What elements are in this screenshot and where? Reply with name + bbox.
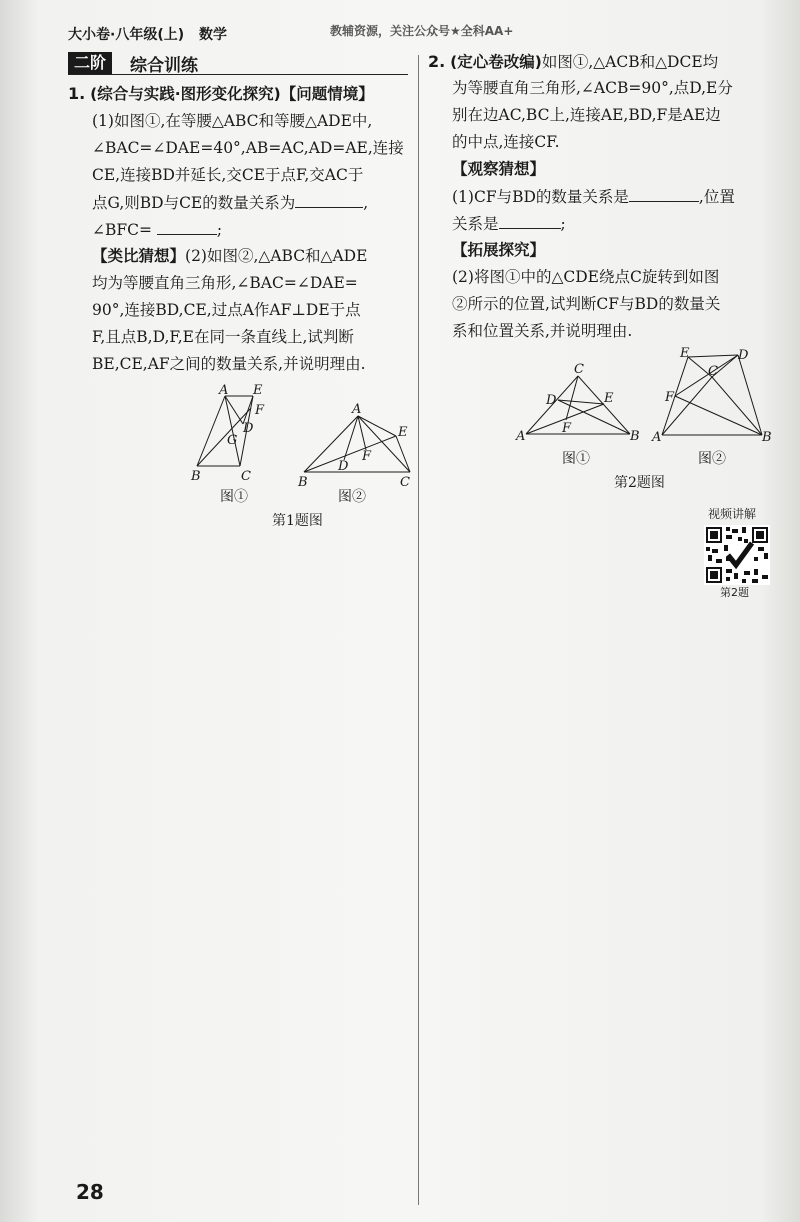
answer-blank[interactable]	[499, 210, 561, 229]
q2-fig1-caption: 图①	[562, 451, 590, 467]
q1-figure-1	[185, 380, 285, 490]
q1-fig2-caption: 图②	[338, 489, 366, 505]
segment-fd	[675, 355, 738, 396]
label-d: D	[546, 393, 557, 408]
q2-line: ②所示的位置,试判断CF与BD的数量关	[452, 295, 721, 313]
q2-number: 2.	[428, 52, 446, 71]
segment-ce	[396, 436, 410, 472]
segment-db	[738, 355, 762, 435]
answer-blank[interactable]	[295, 189, 363, 208]
qr-sub-label: 第2题	[720, 586, 749, 599]
label-f: F	[562, 421, 572, 436]
extend-tag: 【拓展探究】	[452, 241, 546, 259]
label-g: G	[227, 433, 238, 448]
q2-figure-2	[646, 345, 776, 450]
q1-line-text: 点G,则BD与CE的数量关系为	[92, 194, 296, 212]
q2-figure-caption: 第2题图	[614, 475, 665, 491]
q1-number: 1.	[68, 84, 86, 103]
label-e: E	[253, 383, 263, 398]
segment-fb	[675, 396, 762, 435]
label-c: C	[400, 475, 410, 490]
segment-ab	[304, 416, 358, 472]
q1-line: (1)如图①,在等腰△ABC和等腰△ADE中,	[92, 112, 373, 130]
label-b: B	[191, 469, 201, 484]
q1-fig1-caption: 图①	[220, 489, 248, 505]
q2-extend-tag	[452, 237, 545, 264]
q2-line-text: ,位置	[698, 188, 735, 206]
label-f: F	[665, 390, 675, 405]
label-b: B	[630, 429, 640, 444]
label-c: C	[708, 364, 718, 379]
qr-code-icon[interactable]	[704, 525, 770, 585]
label-a: A	[652, 430, 662, 445]
section-badge: 二阶	[68, 52, 112, 74]
q1-line: F,且点B,D,F,E在同一条直线上,试判断	[92, 328, 354, 346]
header-left	[68, 24, 237, 44]
q2-line: 的中点,连接CF.	[452, 133, 560, 151]
q1-line	[92, 216, 222, 244]
label-d: D	[243, 421, 254, 436]
q1-line: 均为等腰直角三角形,∠BAC=∠DAE=	[92, 274, 358, 292]
label-f: F	[362, 449, 372, 464]
header-watermark: 教辅资源，关注公众号★全科AA+	[330, 24, 514, 38]
label-d: D	[338, 459, 349, 474]
book-title: 大小卷·八年级(上)	[68, 27, 185, 43]
qr-label: 视频讲解	[708, 507, 757, 521]
q1-line: 90°,连接BD,CE,过点A作AF⊥DE于点	[92, 301, 361, 319]
subject: 数学	[199, 27, 227, 43]
section-title: 综合训练	[130, 56, 198, 76]
q2-line: 为等腰直角三角形,∠ACB=90°,点D,E分	[452, 79, 733, 97]
q1-line: BE,CE,AF之间的数量关系,并说明理由.	[92, 355, 366, 373]
label-a: A	[352, 402, 362, 417]
q2-line-text: 关系是	[452, 215, 499, 233]
q2-observe-tag	[452, 156, 545, 183]
q1-heading	[68, 80, 374, 108]
q2-line-text: 如图①,△ACB和△DCE均	[541, 53, 719, 71]
segment-ac	[662, 377, 712, 435]
q2-line: (2)将图①中的△CDE绕点C旋转到如图	[452, 268, 720, 286]
segment-bf	[197, 408, 251, 466]
q1-line-text: ∠BFC=	[92, 221, 152, 239]
label-e: E	[604, 391, 614, 406]
q2-line-text: (1)CF与BD的数量关系是	[452, 188, 629, 206]
page-number: 28	[76, 1180, 104, 1204]
analogy-tag: 【类比猜想】	[92, 247, 186, 265]
q1-tag: (综合与实践·图形变化探究)【问题情境】	[90, 85, 374, 103]
observe-tag: 【观察猜想】	[452, 160, 546, 178]
label-e: E	[680, 346, 690, 361]
label-c: C	[241, 469, 251, 484]
label-a: A	[516, 429, 526, 444]
q2-line	[452, 183, 735, 211]
segment-af	[358, 416, 366, 450]
q1-line-text: (2)如图②,△ABC和△ADE	[185, 247, 368, 265]
label-e: E	[398, 425, 408, 440]
section-header	[68, 50, 408, 75]
q1-figure-caption: 第1题图	[272, 513, 323, 529]
q2-tag: (定心卷改编)	[450, 53, 542, 71]
q1-figure-2	[292, 398, 414, 490]
q2-figure-1	[512, 360, 642, 450]
label-c: C	[574, 362, 584, 377]
q2-line: 系和位置关系,并说明理由.	[452, 322, 633, 340]
segment-de	[243, 396, 253, 424]
answer-blank[interactable]	[629, 183, 699, 202]
q2-heading	[428, 48, 718, 76]
segment-ed	[688, 355, 738, 357]
q1-line	[92, 243, 367, 270]
punct: ;	[216, 221, 223, 239]
label-b: B	[298, 475, 308, 490]
q2-line	[452, 210, 566, 238]
answer-blank[interactable]	[157, 216, 217, 235]
punct: ;	[560, 215, 566, 233]
q2-line: 别在边AC,BC上,连接AE,BD,F是AE边	[452, 106, 721, 124]
q2-fig2-caption: 图②	[698, 451, 726, 467]
label-b: B	[762, 430, 772, 445]
q1-line	[92, 189, 368, 217]
segment-ac	[225, 396, 240, 466]
column-divider	[418, 55, 419, 1205]
segment-cb	[712, 377, 762, 435]
segment-ae	[358, 416, 396, 436]
label-f: F	[255, 403, 265, 418]
segment-ab	[197, 396, 225, 466]
label-a: A	[219, 383, 229, 398]
label-d: D	[738, 348, 749, 363]
q1-line: CE,连接BD并延长,交CE于点F,交AC于	[92, 166, 364, 184]
q1-line: ∠BAC=∠DAE=40°,AB=AC,AD=AE,连接	[92, 139, 404, 157]
punct: ,	[363, 194, 369, 212]
